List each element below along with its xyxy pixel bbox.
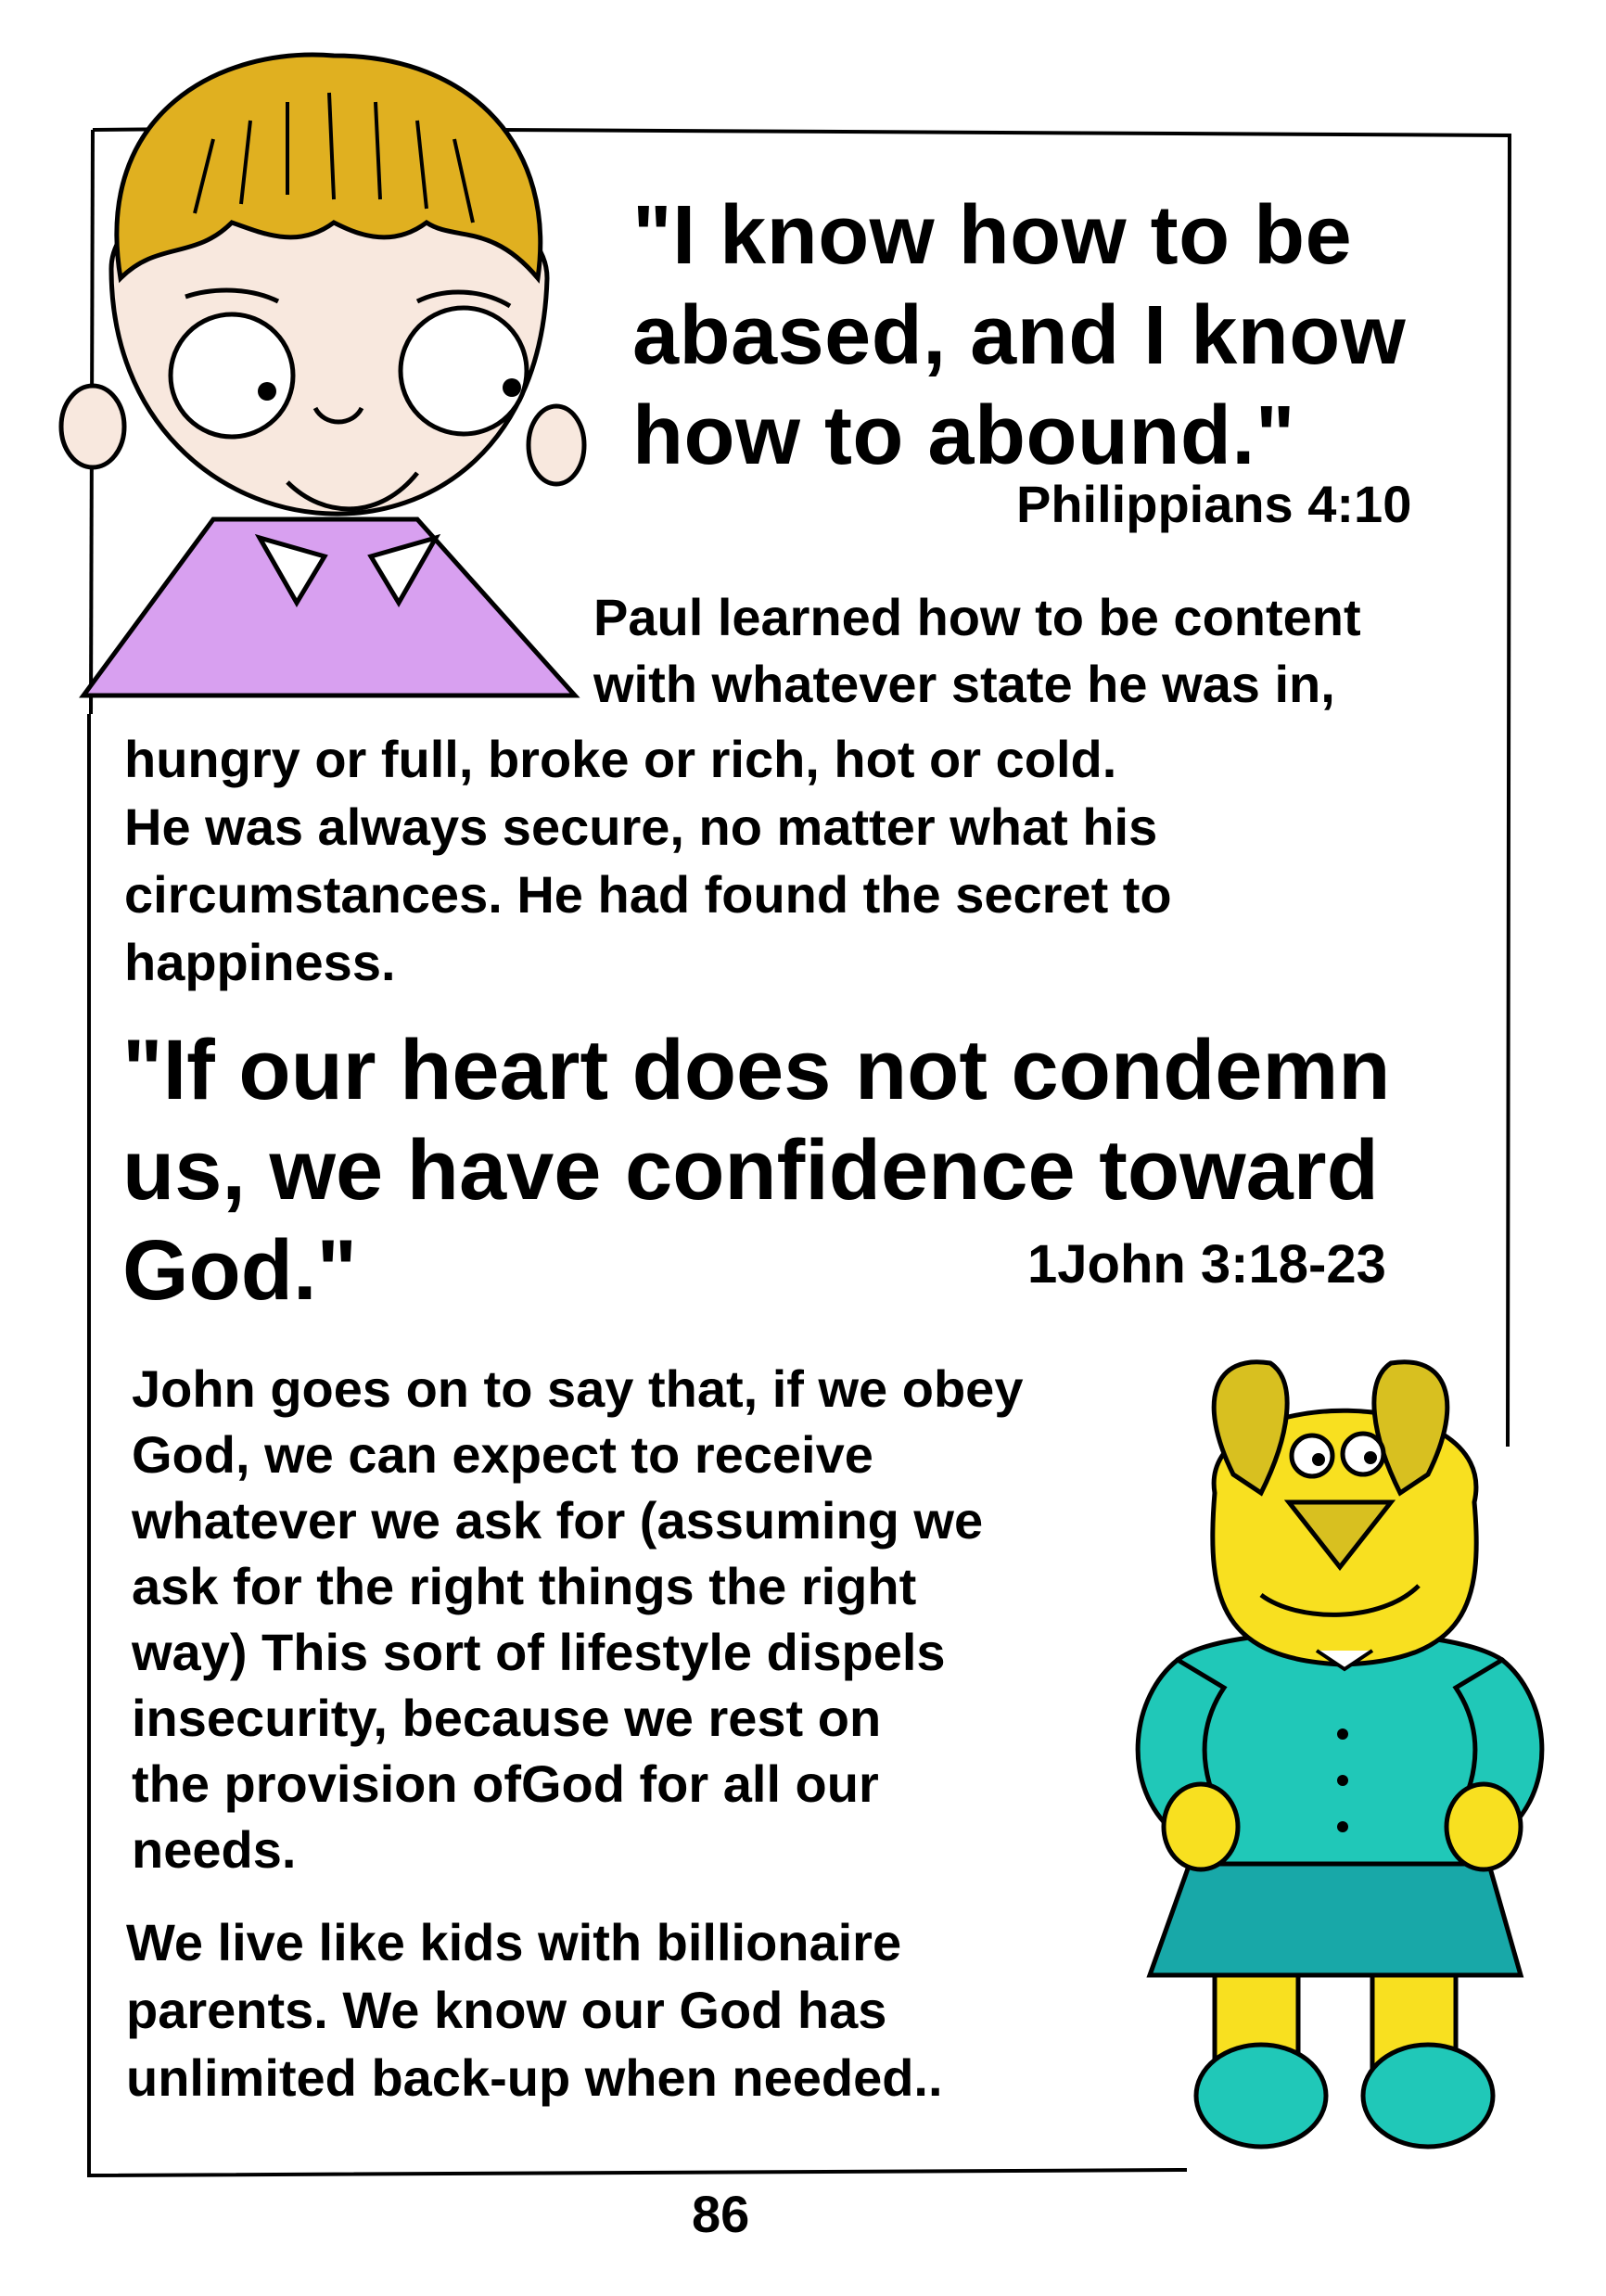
paragraph-paul-continued: hungry or full, broke or rich, hot or cold. He was always secure, no matter what his circumstances. He had found the secret to happiness. — [124, 730, 1172, 991]
quote-1john: "If our heart does not condemn us, we have confidence toward God." — [122, 1023, 1391, 1318]
paragraph-john: John goes on to say that, if we obey God, we can expect to receive whatever we ask for (assuming we ask for the right things the right way) This sort of lifestyle dispels insecurity, because we rest on the provision ofGod for all our needs. — [132, 1359, 1024, 1879]
page-number: 86 — [692, 2185, 750, 2243]
paragraph-billionaire: We live like kids with billionaire parents. We know our God has unlimited back-up when needed.. — [126, 1913, 943, 2107]
paragraph-paul-intro: Paul learned how to be content with whatever state he was in, — [593, 588, 1361, 713]
quote-philippians: "I know how to be abased, and I know how to abound." — [632, 189, 1407, 482]
boy-shirt — [83, 519, 575, 695]
reference-1john: 1John 3:18-23 — [1027, 1234, 1386, 1295]
reference-philippians: Philippians 4:10 — [1016, 475, 1412, 533]
dog-illustration — [1113, 1345, 1558, 2161]
boy-illustration — [56, 37, 593, 705]
